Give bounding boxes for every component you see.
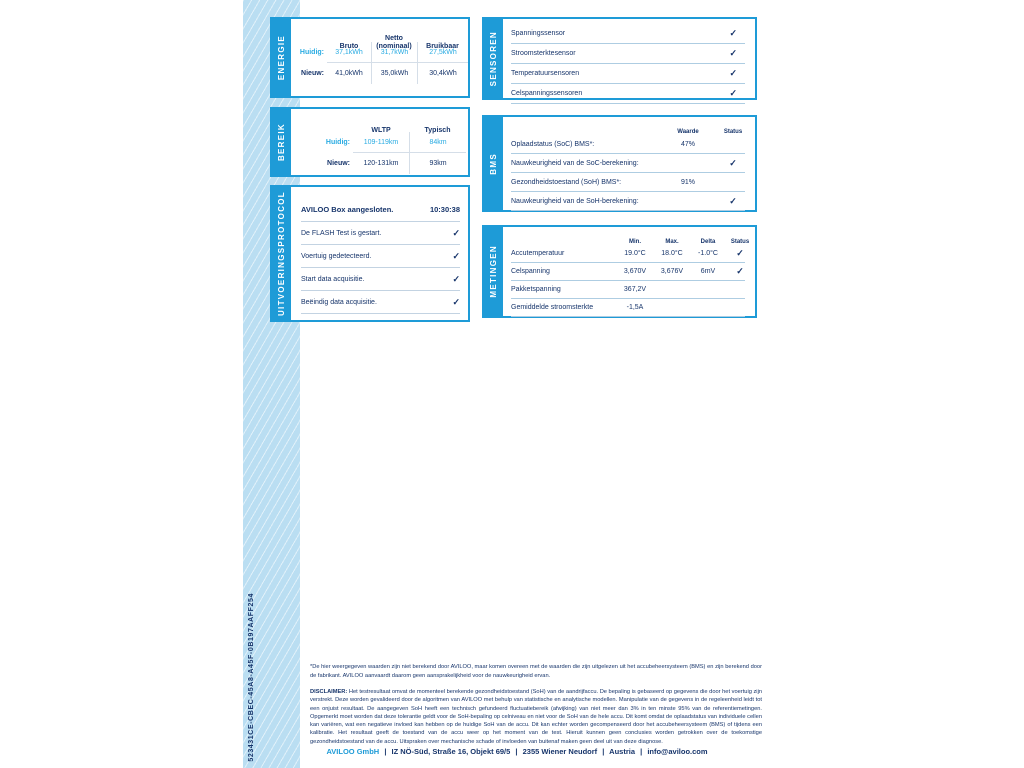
protocol-time: 10:30:38 bbox=[429, 204, 460, 214]
panel-bms-tab bbox=[484, 117, 503, 210]
sensor-row: Celspanningssensoren ✓ bbox=[511, 84, 745, 104]
panel-bms bbox=[482, 115, 757, 212]
check-icon: ✓ bbox=[452, 250, 460, 261]
check-icon: ✓ bbox=[729, 157, 737, 168]
energie-table bbox=[291, 19, 468, 84]
panel-protocol bbox=[270, 185, 470, 322]
sensor-row: Stroomsterktesensor ✓ bbox=[511, 44, 745, 64]
bereik-cell: 93km bbox=[409, 153, 466, 174]
panel-sensoren-label: SENSOREN bbox=[489, 30, 498, 87]
check-icon: ✓ bbox=[729, 28, 737, 38]
bereik-col-wltp: WLTP bbox=[371, 126, 391, 134]
bms-row: Gezondheidstoestand (SoH) BMS*: 91% bbox=[511, 173, 745, 192]
energie-cell: 27,5kWh bbox=[417, 42, 468, 63]
panel-bereik-tab bbox=[272, 109, 291, 175]
protocol-list bbox=[291, 187, 468, 314]
energie-row-label: Nieuw: bbox=[301, 70, 324, 77]
bereik-row-label: Nieuw: bbox=[327, 160, 350, 167]
check-icon: ✓ bbox=[736, 266, 744, 276]
bereik-cell: 120-131km bbox=[363, 160, 399, 167]
energie-row-label: Huidig: bbox=[299, 49, 324, 56]
protocol-title-row bbox=[301, 197, 460, 222]
footer bbox=[270, 747, 764, 756]
panel-protocol-label: UITVOERINGSPROTOCOL bbox=[277, 190, 286, 316]
metingen-row: Celspanning 3,670V 3,676V 6mV ✓ bbox=[511, 263, 745, 281]
energie-cell: 35,0kWh bbox=[371, 63, 417, 84]
metingen-col-min: Min. bbox=[629, 239, 641, 245]
energie-cell: 31,7kWh bbox=[371, 42, 417, 63]
panel-bereik-label: BEREIK bbox=[277, 122, 286, 162]
check-icon: ✓ bbox=[729, 68, 737, 78]
footer-separator: | bbox=[602, 747, 605, 756]
protocol-title: AVILOO Box aangesloten. bbox=[301, 204, 394, 214]
bereik-table bbox=[291, 109, 468, 174]
bms-value: 91% bbox=[680, 178, 695, 186]
bms-table bbox=[503, 117, 755, 211]
metingen-col-max: Max. bbox=[665, 239, 679, 245]
panel-sensoren bbox=[482, 17, 757, 100]
check-icon: ✓ bbox=[452, 273, 460, 284]
footer-city: 2355 Wiener Neudorf bbox=[522, 747, 598, 756]
panel-energie-label: ENERGIE bbox=[277, 34, 286, 81]
disclaimer-label: DISCLAIMER: bbox=[310, 689, 348, 695]
bereik-cell: 109-119km bbox=[353, 132, 409, 153]
panel-sensoren-tab bbox=[484, 19, 503, 98]
disclaimer bbox=[310, 688, 762, 746]
bms-col-status: Status bbox=[723, 129, 743, 135]
panel-energie bbox=[270, 17, 470, 98]
energie-col-bruto: Bruto bbox=[339, 42, 359, 50]
energie-col-bruikbaar: Bruikbaar bbox=[426, 42, 459, 50]
energie-cell: 30,4kWh bbox=[417, 63, 468, 84]
panel-bms-label: BMS bbox=[489, 152, 498, 175]
protocol-step: De FLASH Test is gestart. ✓ bbox=[301, 222, 460, 245]
sensor-row: Spanningssensor ✓ bbox=[511, 24, 745, 44]
bereik-row-label: Huidig: bbox=[325, 139, 350, 146]
bms-row: Nauwkeurigheid van de SoC-berekening: ✓ bbox=[511, 154, 745, 173]
metingen-row: Accutemperatuur 19.0°C 18.0°C -1.0°C ✓ bbox=[511, 245, 745, 263]
energie-col-netto: Netto (nominaal) bbox=[376, 34, 412, 50]
bms-col-waarde: Waarde bbox=[677, 129, 699, 135]
check-icon: ✓ bbox=[452, 296, 460, 307]
protocol-step: Beëindig data acquisitie. ✓ bbox=[301, 291, 460, 314]
bms-row: Nauwkeurigheid van de SoH-berekening: ✓ bbox=[511, 192, 745, 211]
metingen-row: Gemiddelde stroomsterkte -1,5A bbox=[511, 299, 745, 317]
check-icon: ✓ bbox=[729, 195, 737, 206]
metingen-row: Pakketspanning 367,2V bbox=[511, 281, 745, 299]
protocol-step: Voertuig gedetecteerd. ✓ bbox=[301, 245, 460, 268]
check-icon: ✓ bbox=[729, 88, 737, 98]
footer-separator: | bbox=[384, 747, 387, 756]
disclaimer-text: Het testresultaat omvat de momenteel berekende gezondheidstoestand (SoH) van de aandrijfaccu. De bepaling is gebaseerd op gegevens die door het voertuig zijn verstrekt. Deze worden gevalideerd door de algoritmen van AVILOO met behulp van statistische en analytische modellen. Manipulatie van de gegevens in de regeleenheid leidt tot een onjuist resultaat. De aangegeven SoH heeft een technisch gefundeerd fluctuatiebereik (afwijking) van niet meer dan 3% in ten minste 95% van de referentiemetingen. Opgemerkt moet worden dat deze tolerantie geldt voor de SoH-bepaling op celniveau en niet voor de SoH van de hele accu. Dit komt omdat de oplaadstatus van individuele cellen kan variëren, wat een negatieve invloed kan hebben op de huidige SoH van de accu. Dit kan echter worden gecompenseerd door het accubeheersysteem (BMS) of tijdens een kalibratie. Het resultaat geeft de toestand van de accu weer op het moment van de test. Hieruit kunnen geen conclusies worden getrokken over de toekomstige gezondheidstoestand van de accu. Uitspraken over mechanische schade of invloeden van buitenaf maken geen deel uit van deze diagnose. bbox=[310, 689, 762, 745]
panel-metingen bbox=[482, 225, 757, 318]
check-icon: ✓ bbox=[736, 248, 744, 258]
bms-footnote: *De hier weergegeven waarden zijn niet berekend door AVILOO, maar komen overeen met de waarden die zijn uitgelezen uit het accubeheersysteem (BMS) en zijn berekend door de fabrikant. AVILOO aanvaardt daarom geen aansprakelijkheid voor de nauwkeurigheid ervan. bbox=[310, 664, 762, 679]
panel-bereik bbox=[270, 107, 470, 177]
metingen-table bbox=[503, 227, 755, 317]
check-icon: ✓ bbox=[452, 227, 460, 238]
metingen-header-row bbox=[511, 232, 750, 245]
footer-country: Austria bbox=[609, 747, 636, 756]
panel-metingen-label: METINGEN bbox=[489, 245, 498, 298]
panel-energie-tab bbox=[272, 19, 291, 96]
energie-cell: 37,1kWh bbox=[327, 42, 371, 63]
bereik-col-typisch: Typisch bbox=[424, 126, 451, 134]
protocol-step: Start data acquisitie. ✓ bbox=[301, 268, 460, 291]
panel-protocol-tab bbox=[272, 187, 291, 320]
energie-cell: 41,0kWh bbox=[335, 70, 363, 77]
check-icon: ✓ bbox=[729, 48, 737, 58]
footer-separator: | bbox=[515, 747, 518, 756]
footer-separator: | bbox=[640, 747, 643, 756]
bereik-cell: 84km bbox=[409, 132, 466, 153]
metingen-col-status: Status bbox=[730, 239, 750, 245]
footer-email-link[interactable]: info@aviloo.com bbox=[647, 747, 708, 756]
sensoren-list bbox=[503, 19, 755, 104]
metingen-col-delta: Delta bbox=[700, 239, 716, 245]
footer-address: IZ NÖ-Süd, Straße 16, Objekt 69/5 bbox=[391, 747, 511, 756]
bms-header-row bbox=[511, 122, 745, 135]
footer-company: AVILOO GmbH bbox=[326, 747, 380, 756]
report-id: 523431CE-CBEC-45A8-A45F-0B197AAFF254 bbox=[248, 593, 255, 762]
bms-value: 47% bbox=[680, 140, 695, 148]
bms-row: Oplaadstatus (SoC) BMS*: 47% bbox=[511, 135, 745, 154]
sensor-row: Temperatuursensoren ✓ bbox=[511, 64, 745, 84]
panel-metingen-tab bbox=[484, 227, 503, 316]
